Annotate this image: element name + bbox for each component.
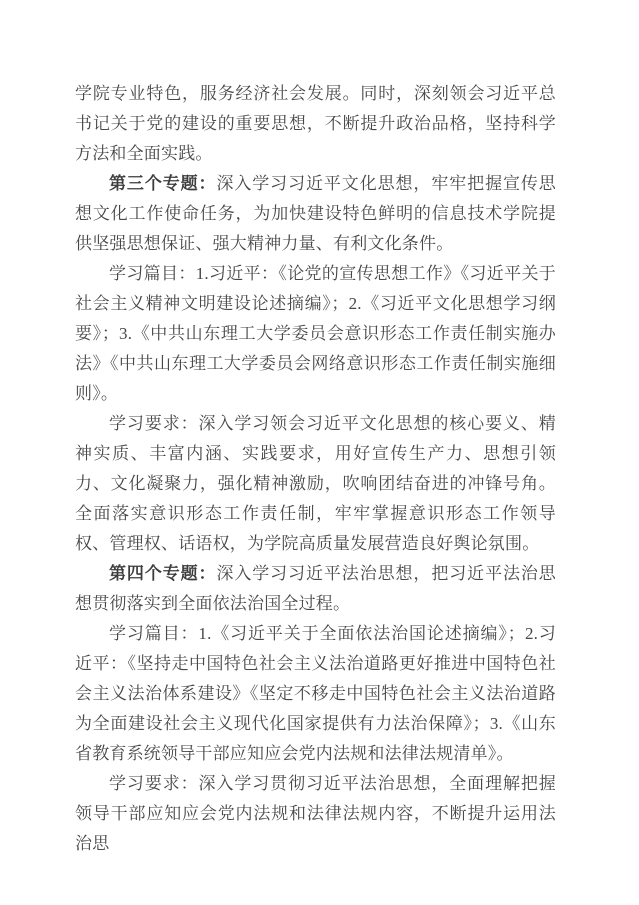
paragraph-text: 学院专业特色，服务经济社会发展。同时，深刻领会习近平总书记关于党的建设的重要思想，不断提升政治品格，坚持科学方法和全面实践。 bbox=[75, 84, 556, 163]
paragraph bbox=[75, 259, 556, 409]
paragraph bbox=[75, 559, 556, 619]
paragraph-text: 学习篇目：1.习近平：《论党的宣传思想工作》《习近平关于社会主义精神文明建设论述摘编》；2.《习近平文化思想学习纲要》；3.《中共山东理工大学委员会意识形态工作责任制实施办法》《中共山东理工大学委员会网络意识形态工作责任制实施细则》。 bbox=[75, 264, 556, 403]
paragraph bbox=[75, 169, 556, 259]
paragraph-text: 深入学习习近平法治思想，把习近平法治思想贯彻落实到全面依法治国全过程。 bbox=[75, 564, 556, 613]
paragraph bbox=[75, 619, 556, 769]
paragraph-text: 学习要求：深入学习贯彻习近平法治思想，全面理解把握领导干部应知应会党内法规和法律法规内容，不断提升运用法治思 bbox=[75, 774, 556, 853]
paragraph bbox=[75, 409, 556, 559]
paragraph bbox=[75, 769, 556, 859]
document-body bbox=[75, 79, 556, 859]
paragraph-text: 学习要求：深入学习领会习近平文化思想的核心要义、精神实质、丰富内涵、实践要求，用好宣传生产力、思想引领力、文化凝聚力，强化精神激励，吹响团结奋进的冲锋号角。全面落实意识形态工作责任制，牢牢掌握意识形态工作领导权、管理权、话语权，为学院高质量发展营造良好舆论氛围。 bbox=[75, 414, 556, 553]
paragraph bbox=[75, 79, 556, 169]
paragraph-text: 学习篇目：1.《习近平关于全面依法治国论述摘编》；2.习近平：《坚持走中国特色社会主义法治道路更好推进中国特色社会主义法治体系建设》《坚定不移走中国特色社会主义法治道路为全面建设社会主义现代化国家提供有力法治保障》；3.《山东省教育系统领导干部应知应会党内法规和法律法规清单》。 bbox=[75, 624, 556, 763]
paragraph-lead: 第四个专题： bbox=[109, 564, 217, 583]
paragraph-text: 深入学习习近平文化思想，牢牢把握宣传思想文化工作使命任务，为加快建设特色鲜明的信息技术学院提供坚强思想保证、强大精神力量、有利文化条件。 bbox=[75, 174, 556, 253]
paragraph-lead: 第三个专题： bbox=[109, 174, 217, 193]
